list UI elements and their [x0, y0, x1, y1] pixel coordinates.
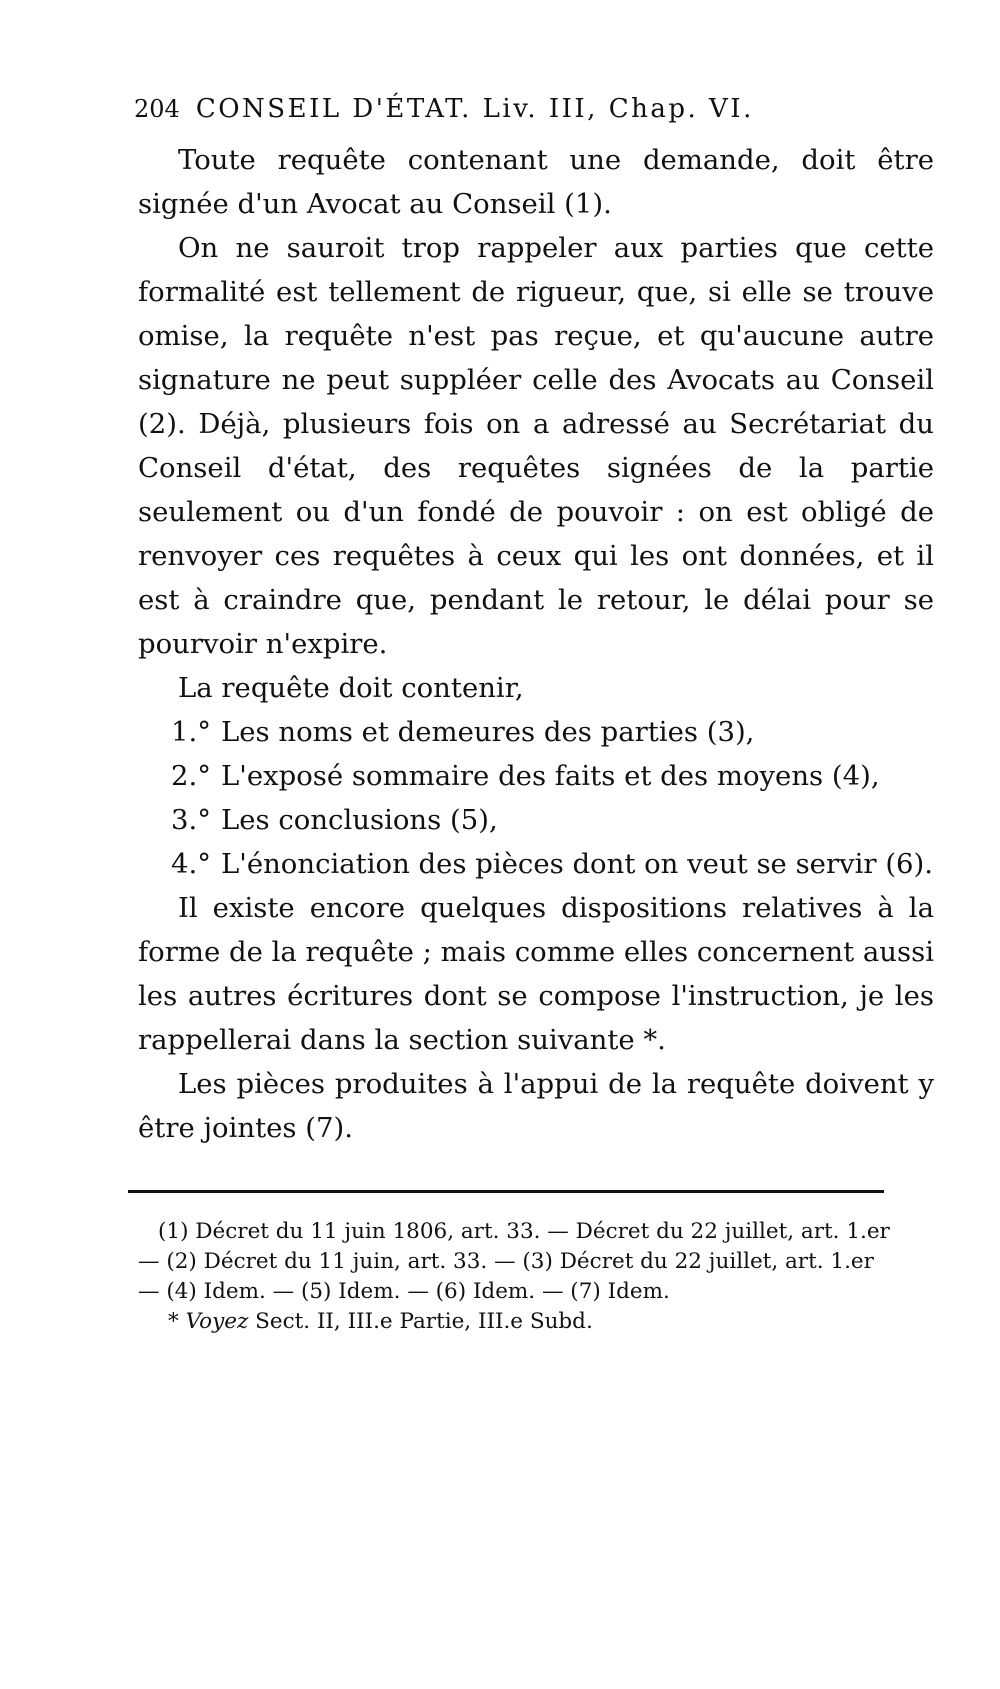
paragraph-4: Il existe encore quelques dispositions relatives à la forme de la requête ; mais comme elles concernent aussi les autres écritures dont se compose l'instruction, je les rappellerai dans la section suivante *.: [138, 892, 934, 1056]
list-item: 3.° Les conclusions (5),: [171, 804, 498, 836]
paragraph-2: On ne sauroit trop rappeler aux parties que cette formalité est tellement de rigueur, que, si elle se trouve omise, la requête n'est pas reçue, et qu'aucune autre signature ne peut suppléer celle des Avocats au Conseil (2). Déjà, plusieurs fois on a adressé au Secrétariat du Conseil d'état, des requêtes signées de la partie seulement ou d'un fondé de pouvoir : on est obligé de renvoyer ces requêtes à ceux qui les ont données, et il est à craindre que, pendant le retour, le délai pour se pourvoir n'expire.: [138, 232, 934, 660]
asterisk-mark: *: [168, 1309, 179, 1334]
footnote-star: [138, 1307, 934, 1337]
footnote-rule: [128, 1190, 884, 1193]
page-number: 204: [134, 95, 180, 123]
requirements-list: [138, 710, 934, 886]
list-item: 1.° Les noms et demeures des parties (3),: [171, 716, 755, 748]
star-reference: Sect. II, III.e Partie, III.e Subd.: [255, 1309, 593, 1334]
footnotes: [138, 1217, 934, 1337]
paragraph-1: Toute requête contenant une demande, doit être signée d'un Avocat au Conseil (1).: [138, 144, 934, 220]
list-item: 4.° L'énonciation des pièces dont on veut se servir (6).: [171, 848, 934, 880]
footnote-line-2: — (2) Décret du 11 juin, art. 33. — (3) Décret du 22 juillet, art. 1.er: [138, 1249, 874, 1274]
paragraph-3: La requête doit contenir,: [178, 672, 524, 704]
running-title: CONSEIL D'ÉTAT. Liv. III, Chap. VI.: [195, 94, 754, 124]
voyez-word: Voyez: [185, 1309, 249, 1334]
running-header: [134, 96, 934, 122]
footnote-line-3: — (4) Idem. — (5) Idem. — (6) Idem. — (7) Idem.: [138, 1279, 670, 1304]
paragraph-5: Les pièces produites à l'appui de la requête doivent y être jointes (7).: [138, 1068, 934, 1144]
footnote-line-1: (1) Décret du 11 juin 1806, art. 33. — Décret du 22 juillet, art. 1.er: [158, 1219, 890, 1244]
list-item: 2.° L'exposé sommaire des faits et des moyens (4),: [171, 760, 880, 792]
